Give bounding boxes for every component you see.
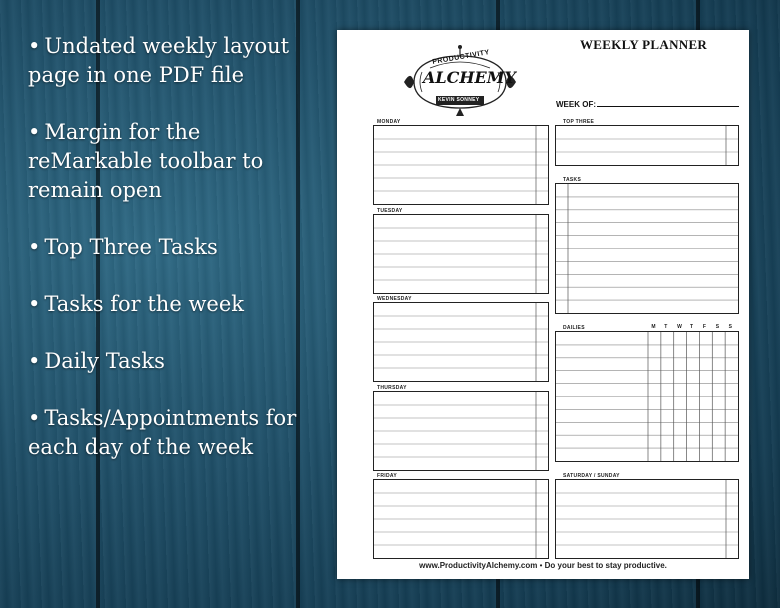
ruled-lines <box>374 303 548 381</box>
friday-box[interactable] <box>373 479 549 559</box>
thursday-box[interactable] <box>373 391 549 471</box>
week-of-line[interactable] <box>597 106 739 107</box>
logo-text-top: PRODUCTIVITY <box>431 49 491 66</box>
planner-page <box>337 30 749 579</box>
friday-label: FRIDAY <box>377 473 397 479</box>
monday-label: MONDAY <box>377 119 401 125</box>
ruled-lines <box>374 392 548 470</box>
feature-item: • Tasks/Appointments for each day of the week <box>28 406 297 459</box>
dailies-day-letter: T <box>690 324 694 330</box>
planner-title: WEEKLY PLANNER <box>580 37 708 52</box>
wednesday-label: WEDNESDAY <box>377 296 412 302</box>
feature-item: • Daily Tasks <box>28 349 165 373</box>
dailies-day-letter: W <box>677 324 682 330</box>
tasks-box[interactable] <box>555 183 739 314</box>
top-three-label: TOP THREE <box>563 119 595 125</box>
dailies-day-letter: T <box>664 324 668 330</box>
feature-item: • Tasks for the week <box>28 292 244 316</box>
feature-item: • Undated weekly layout page in one PDF file <box>28 34 290 87</box>
ruled-lines <box>556 126 738 165</box>
thursday-label: THURSDAY <box>377 385 407 391</box>
logo-text-bottom: KEVIN SONNEY <box>438 97 480 103</box>
ruled-lines <box>556 184 738 313</box>
wednesday-box[interactable] <box>373 302 549 382</box>
tasks-label: TASKS <box>563 177 582 183</box>
feature-item: • Top Three Tasks <box>28 235 218 259</box>
planner-footer <box>337 561 749 570</box>
dailies-grid <box>556 332 738 461</box>
footer-separator: • <box>537 561 545 570</box>
tuesday-label: TUESDAY <box>377 208 403 214</box>
dailies-label: DAILIES <box>563 325 585 331</box>
feature-item: • Margin for the reMarkable toolbar to remain open <box>28 120 264 202</box>
ruled-lines <box>374 126 548 204</box>
weekend-label: SATURDAY / SUNDAY <box>563 473 620 479</box>
tuesday-box[interactable] <box>373 214 549 294</box>
dailies-box[interactable] <box>555 331 739 462</box>
feature-list <box>28 32 328 490</box>
ruled-lines <box>374 480 548 558</box>
footer-url: www.ProductivityAlchemy.com <box>419 561 538 570</box>
footer-tagline: Do your best to stay productive. <box>544 561 667 570</box>
weekend-box[interactable] <box>555 479 739 559</box>
ruled-lines <box>556 480 738 558</box>
top-three-box[interactable] <box>555 125 739 166</box>
dailies-day-letter: S <box>715 324 720 330</box>
dailies-day-letter: M <box>651 324 656 330</box>
monday-box[interactable] <box>373 125 549 205</box>
dailies-day-letter: F <box>702 324 706 330</box>
dailies-day-letter: S <box>728 324 732 330</box>
ruled-lines <box>374 215 548 293</box>
logo-text-middle: ALCHEMY <box>423 68 516 87</box>
week-of-label: WEEK OF: <box>556 100 596 109</box>
